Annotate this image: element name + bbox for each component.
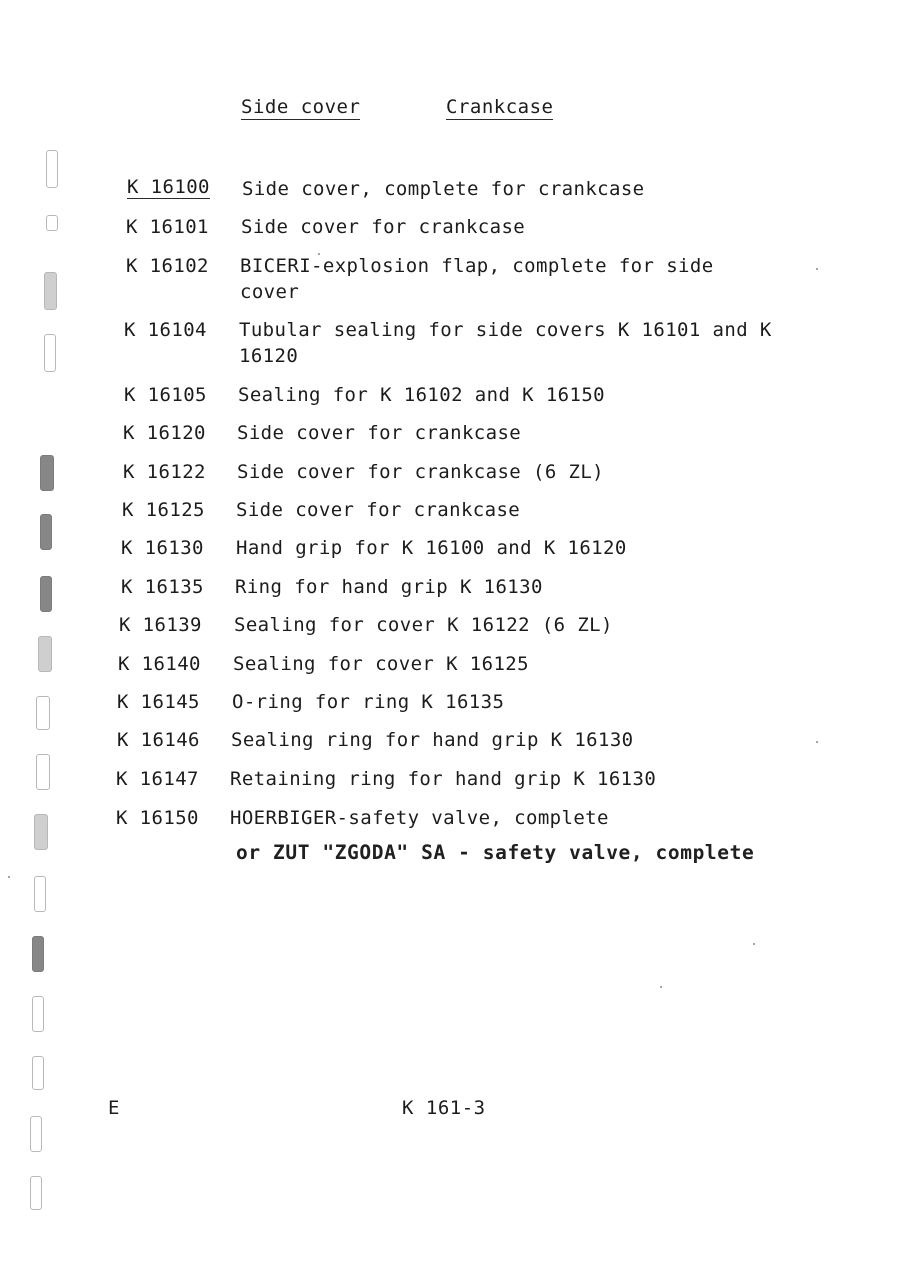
- binder-hole-mark: [36, 754, 50, 790]
- part-description: Side cover for crankcase: [237, 422, 522, 444]
- binder-hole-mark: [40, 514, 52, 550]
- footer-language-code: E: [108, 1097, 120, 1119]
- part-code: K 16104: [124, 319, 207, 341]
- alternative-supplier-note: or ZUT "ZGODA" SA - safety valve, complete: [236, 841, 755, 864]
- part-code: K 16100: [127, 176, 210, 198]
- part-code: K 16135: [121, 576, 204, 598]
- binder-hole-mark: [32, 1056, 44, 1090]
- part-code: K 16150: [116, 807, 199, 829]
- scan-speck: [816, 268, 818, 270]
- part-code: K 16147: [116, 768, 199, 790]
- binder-hole-mark: [32, 996, 44, 1032]
- header-side-cover: Side cover: [241, 96, 361, 118]
- part-description: Side cover for crankcase: [241, 216, 526, 238]
- binder-hole-mark: [34, 814, 48, 850]
- scan-speck: [8, 876, 10, 878]
- part-description: BICERI-explosion flap, complete for side cover: [240, 255, 714, 303]
- part-code: K 16146: [117, 729, 200, 751]
- binder-hole-mark: [40, 576, 52, 612]
- part-description: Ring for hand grip K 16130: [235, 576, 543, 598]
- binder-hole-mark: [46, 150, 58, 188]
- scan-speck: [318, 253, 320, 255]
- binder-hole-mark: [34, 876, 46, 912]
- part-description: Sealing for cover K 16125: [233, 653, 529, 675]
- binder-hole-mark: [44, 334, 56, 372]
- scan-speck: [660, 986, 662, 988]
- part-description: Tubular sealing for side covers K 16101 and K 16120: [239, 319, 772, 367]
- part-description: Sealing for K 16102 and K 16150: [238, 384, 606, 406]
- part-description: Side cover for crankcase (6 ZL): [237, 461, 605, 483]
- part-code: K 16102: [126, 255, 209, 277]
- part-description: O-ring for ring K 16135: [232, 691, 505, 713]
- binder-hole-mark: [44, 272, 57, 310]
- part-description: Sealing ring for hand grip K 16130: [231, 729, 634, 751]
- part-description: Side cover, complete for crankcase: [242, 178, 645, 200]
- binder-hole-mark: [38, 636, 52, 672]
- binder-hole-mark: [32, 936, 44, 972]
- binder-hole-mark: [40, 455, 54, 491]
- binder-hole-mark: [36, 696, 50, 730]
- footer-page-reference: K 161-3: [402, 1097, 486, 1119]
- binder-hole-mark: [46, 215, 58, 231]
- part-description: Side cover for crankcase: [236, 499, 521, 521]
- part-description: Sealing for cover K 16122 (6 ZL): [234, 614, 613, 636]
- part-code: K 16122: [123, 461, 206, 483]
- scan-speck: [753, 943, 755, 945]
- part-code: K 16140: [118, 653, 201, 675]
- part-description: Retaining ring for hand grip K 16130: [230, 768, 657, 790]
- header-crankcase: Crankcase: [446, 96, 554, 118]
- part-code: K 16145: [117, 691, 200, 713]
- part-code: K 16120: [123, 422, 206, 444]
- part-description: HOERBIGER-safety valve, complete: [230, 807, 609, 829]
- part-description: Hand grip for K 16100 and K 16120: [236, 537, 627, 559]
- part-code: K 16101: [126, 216, 209, 238]
- binder-hole-mark: [30, 1176, 42, 1210]
- scan-speck: [816, 741, 818, 743]
- part-code: K 16139: [119, 614, 202, 636]
- part-code: K 16125: [122, 499, 205, 521]
- part-code: K 16130: [121, 537, 204, 559]
- part-code: K 16105: [124, 384, 207, 406]
- binder-hole-mark: [30, 1116, 42, 1152]
